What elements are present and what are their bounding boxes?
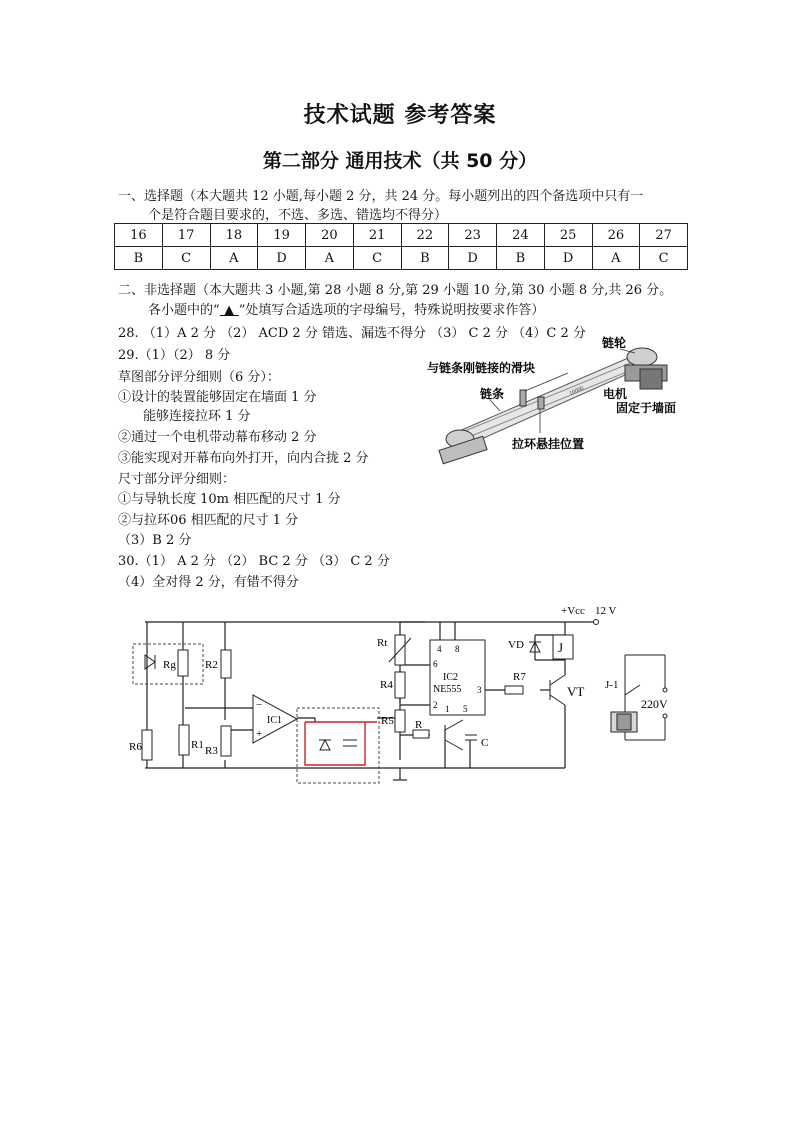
label-r2: R2	[205, 659, 218, 671]
section2-text-post: ”处填写合适选项的字母编号，特殊说明按要求作答）	[238, 303, 545, 318]
svg-text:−: −	[256, 699, 263, 711]
label-r7: R7	[513, 671, 526, 683]
answer-q30-line2: （4）全对得 2 分，有错不得分	[118, 575, 299, 590]
label-r4: R4	[380, 679, 393, 691]
table-cell: 18	[210, 224, 258, 247]
label-j: J	[558, 640, 564, 655]
table-cell: 23	[449, 224, 497, 247]
label-r6: R6	[129, 741, 142, 753]
table-cell: 16	[115, 224, 163, 247]
label-chain: 链条	[480, 387, 505, 401]
timer-ic2	[430, 640, 485, 715]
table-cell: C	[353, 247, 401, 270]
size-criteria-title: 尺寸部分评分细则：	[118, 472, 236, 487]
resistor-r5	[381, 710, 405, 732]
label-ring: 拉环悬挂位置	[512, 437, 585, 451]
label-wall: 固定于墙面	[616, 401, 677, 415]
relay-coil-j	[553, 635, 573, 659]
table-cell: A	[306, 247, 354, 270]
diode-capacitor-box	[297, 708, 379, 783]
table-cell: C	[640, 247, 688, 270]
section2-intro-line1: 二、非选择题（本大题共 3 小题,第 28 小题 8 分,第 29 小题 10 分,第 30 小题 8 分,共 26 分。	[118, 283, 673, 298]
blank-marker: ▲	[219, 303, 239, 318]
section1-intro-line2: 个是符合题目要求的，不选、多选、错选均不得分）	[148, 208, 448, 223]
size-criterion-2: ②与拉环06 相匹配的尺寸 1 分	[118, 513, 299, 528]
label-12v: 12 V	[595, 605, 617, 617]
pin-4: 4	[437, 644, 442, 654]
motor-block	[640, 369, 662, 389]
led-sensor-box	[133, 644, 203, 684]
table-cell: 17	[162, 224, 210, 247]
label-motor: 电机	[603, 387, 628, 401]
table-cell: 26	[592, 224, 640, 247]
sketch-criterion-2: ②通过一个电机带动幕布移动 2 分	[118, 430, 317, 445]
page-title: 技术试题 参考答案	[303, 103, 497, 128]
circuit-diagram	[125, 600, 685, 795]
answer-q30-line1: 30.（1） A 2 分 （2） BC 2 分 （3） C 2 分	[118, 554, 390, 569]
label-rg: Rg	[163, 659, 176, 671]
label-r3: R3	[205, 745, 218, 757]
table-cell: 25	[544, 224, 592, 247]
resistor-r2	[205, 650, 231, 678]
label-vt: VT	[567, 684, 585, 699]
pin-3: 3	[477, 685, 482, 695]
sketch-criterion-1b: 能够连接拉环 1 分	[143, 409, 251, 424]
label-c: C	[481, 737, 489, 749]
label-ne555: NE555	[433, 684, 462, 695]
resistor-r1	[179, 725, 204, 755]
pin-6: 6	[433, 659, 438, 669]
table-cell: B	[497, 247, 545, 270]
resistor-r	[413, 719, 429, 738]
label-vd: VD	[508, 639, 524, 651]
label-ic1: IC1	[267, 715, 282, 726]
label-rt: Rt	[377, 637, 388, 649]
table-cell: 20	[306, 224, 354, 247]
answer-q29-head: 29.（1）（2） 8 分	[118, 348, 231, 363]
transistor-vt	[550, 675, 584, 705]
pin-2: 2	[433, 700, 438, 710]
resistor-r4	[380, 672, 405, 698]
sketch-criteria-title: 草图部分评分细则（6 分）：	[118, 370, 280, 385]
curtain-track-figure	[420, 335, 700, 475]
section2-intro-line2	[148, 299, 544, 318]
label-ic2: IC2	[443, 672, 458, 683]
table-cell: C	[162, 247, 210, 270]
pin-5: 5	[463, 704, 468, 714]
table-cell: 24	[497, 224, 545, 247]
size-criterion-1: ①与导轨长度 10m 相匹配的尺寸 1 分	[118, 492, 341, 507]
label-vcc: +Vcc	[561, 605, 585, 617]
answer-table	[114, 223, 688, 270]
answer-q29-part3: （3）B 2 分	[118, 533, 192, 548]
dimension-label: 10000	[568, 385, 585, 397]
table-cell: A	[210, 247, 258, 270]
resistor-r7	[505, 671, 526, 694]
label-r5: R5	[381, 715, 394, 727]
table-cell: D	[544, 247, 592, 270]
section1-intro-line1: 一、选择题（本大题共 12 小题,每小题 2 分，共 24 分。每小题列出的四个备选项中只有一	[118, 189, 644, 204]
answer-table-number-row	[115, 224, 688, 247]
motor-component	[611, 712, 637, 732]
table-cell: D	[449, 247, 497, 270]
pin-1: 1	[445, 704, 450, 714]
transistor-lower	[445, 720, 463, 750]
label-r1: R1	[191, 739, 204, 751]
table-cell: 22	[401, 224, 449, 247]
table-cell: B	[401, 247, 449, 270]
pin-8: 8	[455, 644, 460, 654]
label-j1: J-1	[605, 679, 619, 691]
table-cell: B	[115, 247, 163, 270]
answer-table-answer-row	[115, 247, 688, 270]
table-cell: 21	[353, 224, 401, 247]
comparator-ic1	[253, 695, 297, 743]
resistor-r6	[129, 730, 152, 760]
table-cell: 19	[258, 224, 306, 247]
page-subtitle: 第二部分 通用技术（共 50 分）	[262, 150, 538, 172]
section2-text-pre: 各小题中的“	[148, 303, 220, 318]
label-sprocket: 链轮	[602, 336, 627, 350]
thermistor-rt	[377, 635, 411, 665]
label-r: R	[415, 719, 423, 731]
resistor-r3	[205, 726, 231, 757]
capacitor-c	[465, 735, 488, 749]
label-slider: 与链条刚链接的滑块	[427, 361, 536, 375]
label-220v: 220V	[641, 697, 668, 711]
svg-text:+: +	[256, 728, 263, 740]
table-cell: 27	[640, 224, 688, 247]
table-cell: A	[592, 247, 640, 270]
answer-q28: 28. （1）A 2 分 （2） ACD 2 分 错选、漏选不得分 （3） C 2 分 （4）C 2 分	[118, 326, 586, 341]
diode-vd	[508, 639, 541, 652]
ring-hook	[538, 397, 544, 409]
sketch-criterion-3: ③能实现对开幕布向外打开，向内合拢 2 分	[118, 451, 369, 466]
slider-block	[520, 390, 526, 406]
sketch-criterion-1: ①设计的装置能够固定在墙面 1 分	[118, 390, 317, 405]
table-cell: D	[258, 247, 306, 270]
